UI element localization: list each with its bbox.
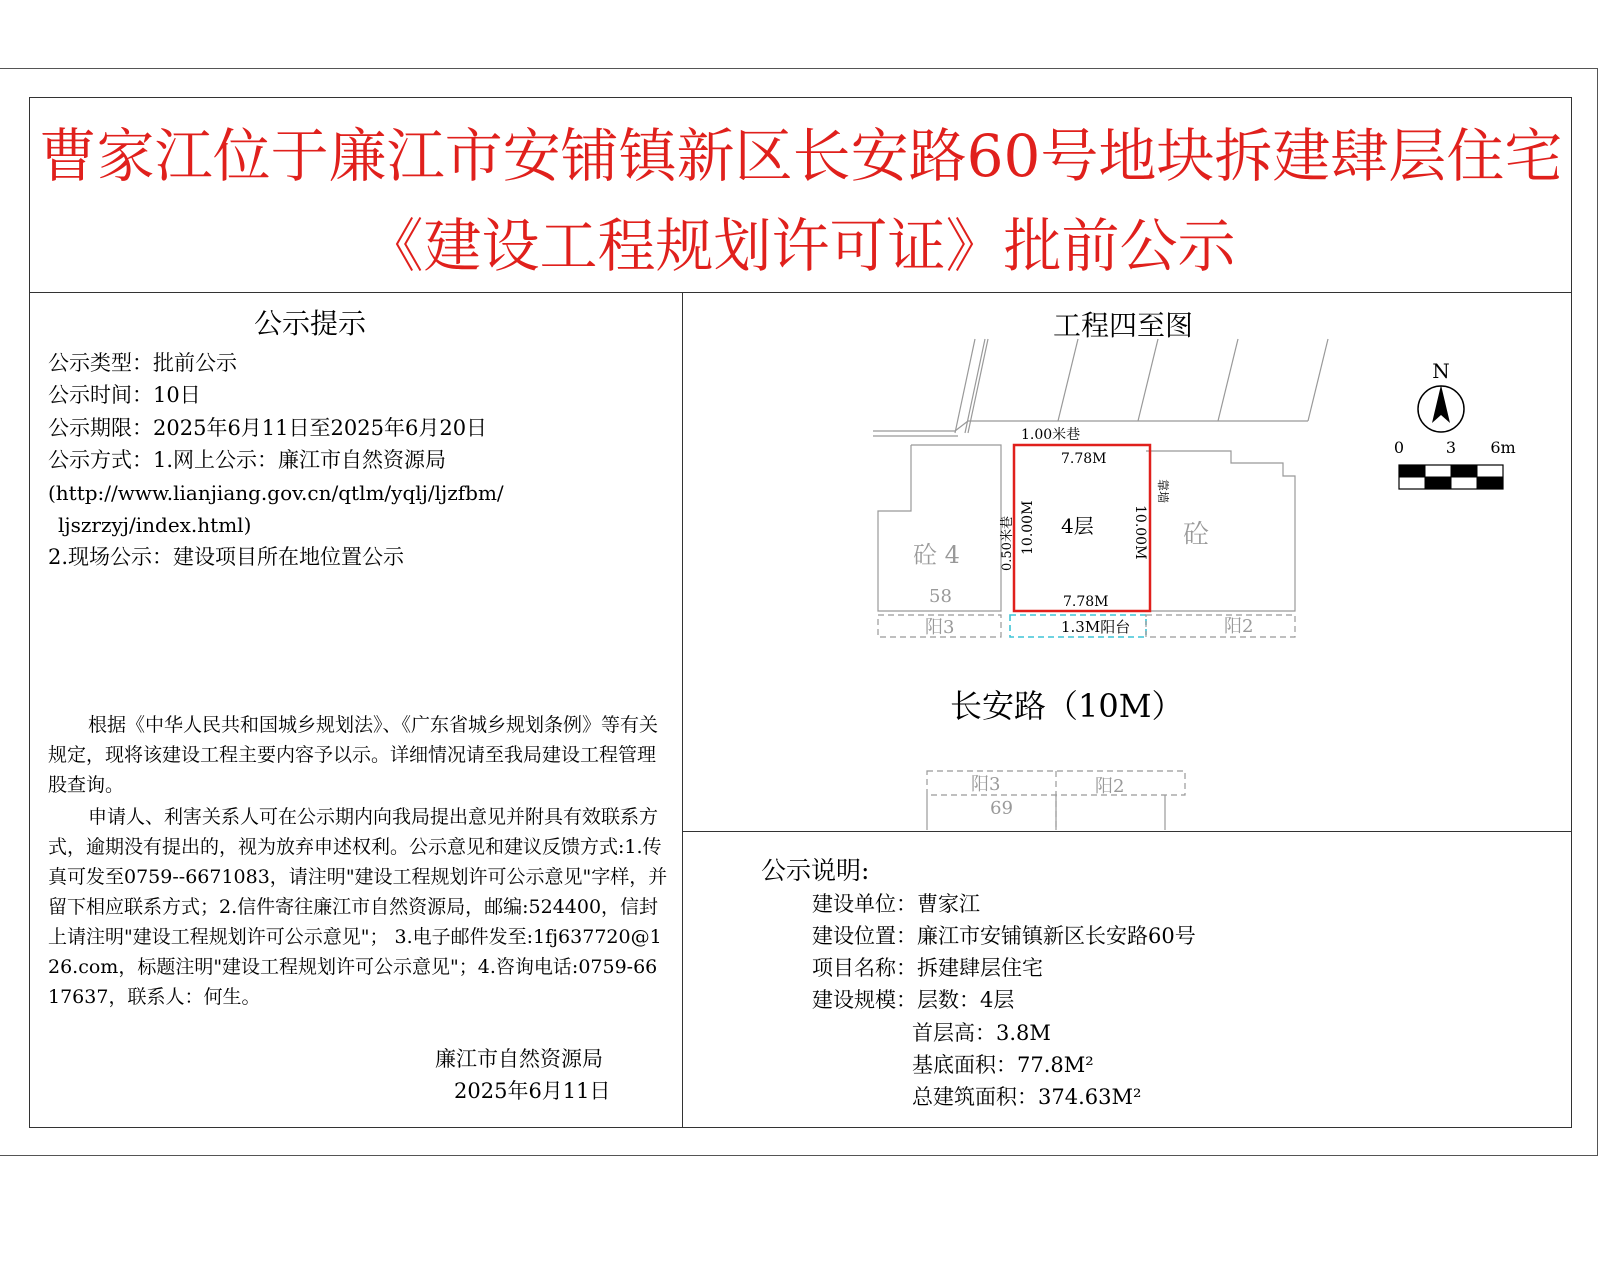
left-building-label: 砼 4 <box>913 541 960 569</box>
north-arrow-icon <box>1418 359 1464 432</box>
notes-heading: 公示说明: <box>761 856 870 885</box>
map-heading: 工程四至图 <box>1053 309 1194 342</box>
dim-bottom-label: 7.78M <box>1063 594 1109 610</box>
balcony-left-label: 阳3 <box>925 617 955 638</box>
right-balcony <box>1146 615 1295 637</box>
lane-top-label: 1.00米巷 <box>1021 427 1081 443</box>
svg-text:0: 0 <box>1393 438 1405 457</box>
road-label: 长安路（10M） <box>950 687 1184 725</box>
map-notes-divider <box>682 831 1572 832</box>
notice-onsite: 2.现场公示：建设项目所在地位置公示 <box>48 545 405 569</box>
site-plan-map <box>683 293 1571 830</box>
notes-base-area: 基底面积：77.8M² <box>912 1053 1094 1077</box>
notes-total-area: 总建筑面积：374.63M² <box>912 1085 1142 1109</box>
notice-date: 2025年6月11日 <box>454 1079 611 1103</box>
title-line-2: 《建设工程规划许可证》批前公示 <box>365 212 1236 280</box>
dim-left-label: 10.00M <box>1020 500 1036 555</box>
notes-unit: 建设单位：曹家江 <box>812 892 980 916</box>
left-building-number: 58 <box>929 586 952 607</box>
south-balcony-right-label: 阳2 <box>1095 776 1125 797</box>
notes-scale: 建设规模：层数：4层 <box>812 988 1015 1012</box>
balcony-right-label: 阳2 <box>1224 616 1254 637</box>
notice-heading: 公示提示 <box>254 307 367 340</box>
signature: 廉江市自然资源局 <box>435 1047 603 1071</box>
dim-right-label: 10.00M <box>1132 505 1148 560</box>
svg-text:6m: 6m <box>1490 438 1516 457</box>
title-line-1: 曹家江位于廉江市安铺镇新区长安路60号地块拆建肆层住宅 <box>38 122 1563 190</box>
scale-bar-icon <box>1394 438 1516 489</box>
floors-label: 4层 <box>1061 514 1094 538</box>
notice-period: 公示期限：2025年6月11日至2025年6月20日 <box>48 416 488 440</box>
notes-project: 项目名称：拆建肆层住宅 <box>812 956 1043 980</box>
right-building-label: 砼 <box>1183 520 1210 550</box>
south-balcony-left-label: 阳3 <box>971 774 1001 795</box>
svg-text:3: 3 <box>1445 438 1457 457</box>
south-building-number: 69 <box>990 796 1013 817</box>
notice-url-line-2[interactable]: ljszrzyj/index.html) <box>58 513 252 537</box>
dim-top-label: 7.78M <box>1061 451 1107 467</box>
notice-method: 公示方式：1.网上公示：廉江市自然资源局 <box>48 448 447 472</box>
lane-left-label: 0.50米巷 <box>1000 516 1015 571</box>
balcony-center-label: 1.3M阳台 <box>1061 618 1131 636</box>
notice-type: 公示类型：批前公示 <box>48 351 237 375</box>
svg-text:N: N <box>1432 359 1450 383</box>
north-parcel-lines <box>873 339 1328 436</box>
notice-url-line-1[interactable]: (http://www.lianjiang.gov.cn/qtlm/yqlj/ljzfbm/ <box>48 481 504 505</box>
notes-first-floor: 首层高：3.8M <box>912 1021 1051 1045</box>
feedback-paragraph: 申请人、利害关系人可在公示期内向我局提出意见并附具有效联系方式，逾期没有提出的，视为放弃申述权利。公示意见和建议反馈方式:1.传真可发至0759--6671083，请注明"建设工程规划许可公示意见"字样，并留下相应联系方式；2.信件寄往廉江市自然资源局，邮编:524400，信封上请注明"建设工程规划许可公示意见"； 3.电子邮件发至:1fj637720@126.com，标题注明"建设工程规划许可公示意见"；4.咨询电话:0759-6617637，联系人：何生。 <box>48 806 668 1008</box>
legal-paragraph: 根据《中华人民共和国城乡规划法》、《广东省城乡规划条例》等有关规定，现将该建设工程主要内容予以示。详细情况请至我局建设工程管理股查询。 <box>48 714 659 796</box>
notice-duration: 公示时间：10日 <box>48 383 201 407</box>
right-building-outline <box>1146 451 1295 611</box>
notes-location: 建设位置：廉江市安铺镇新区长安路60号 <box>812 924 1196 948</box>
lane-right-label: 靠墙 <box>1156 479 1170 504</box>
